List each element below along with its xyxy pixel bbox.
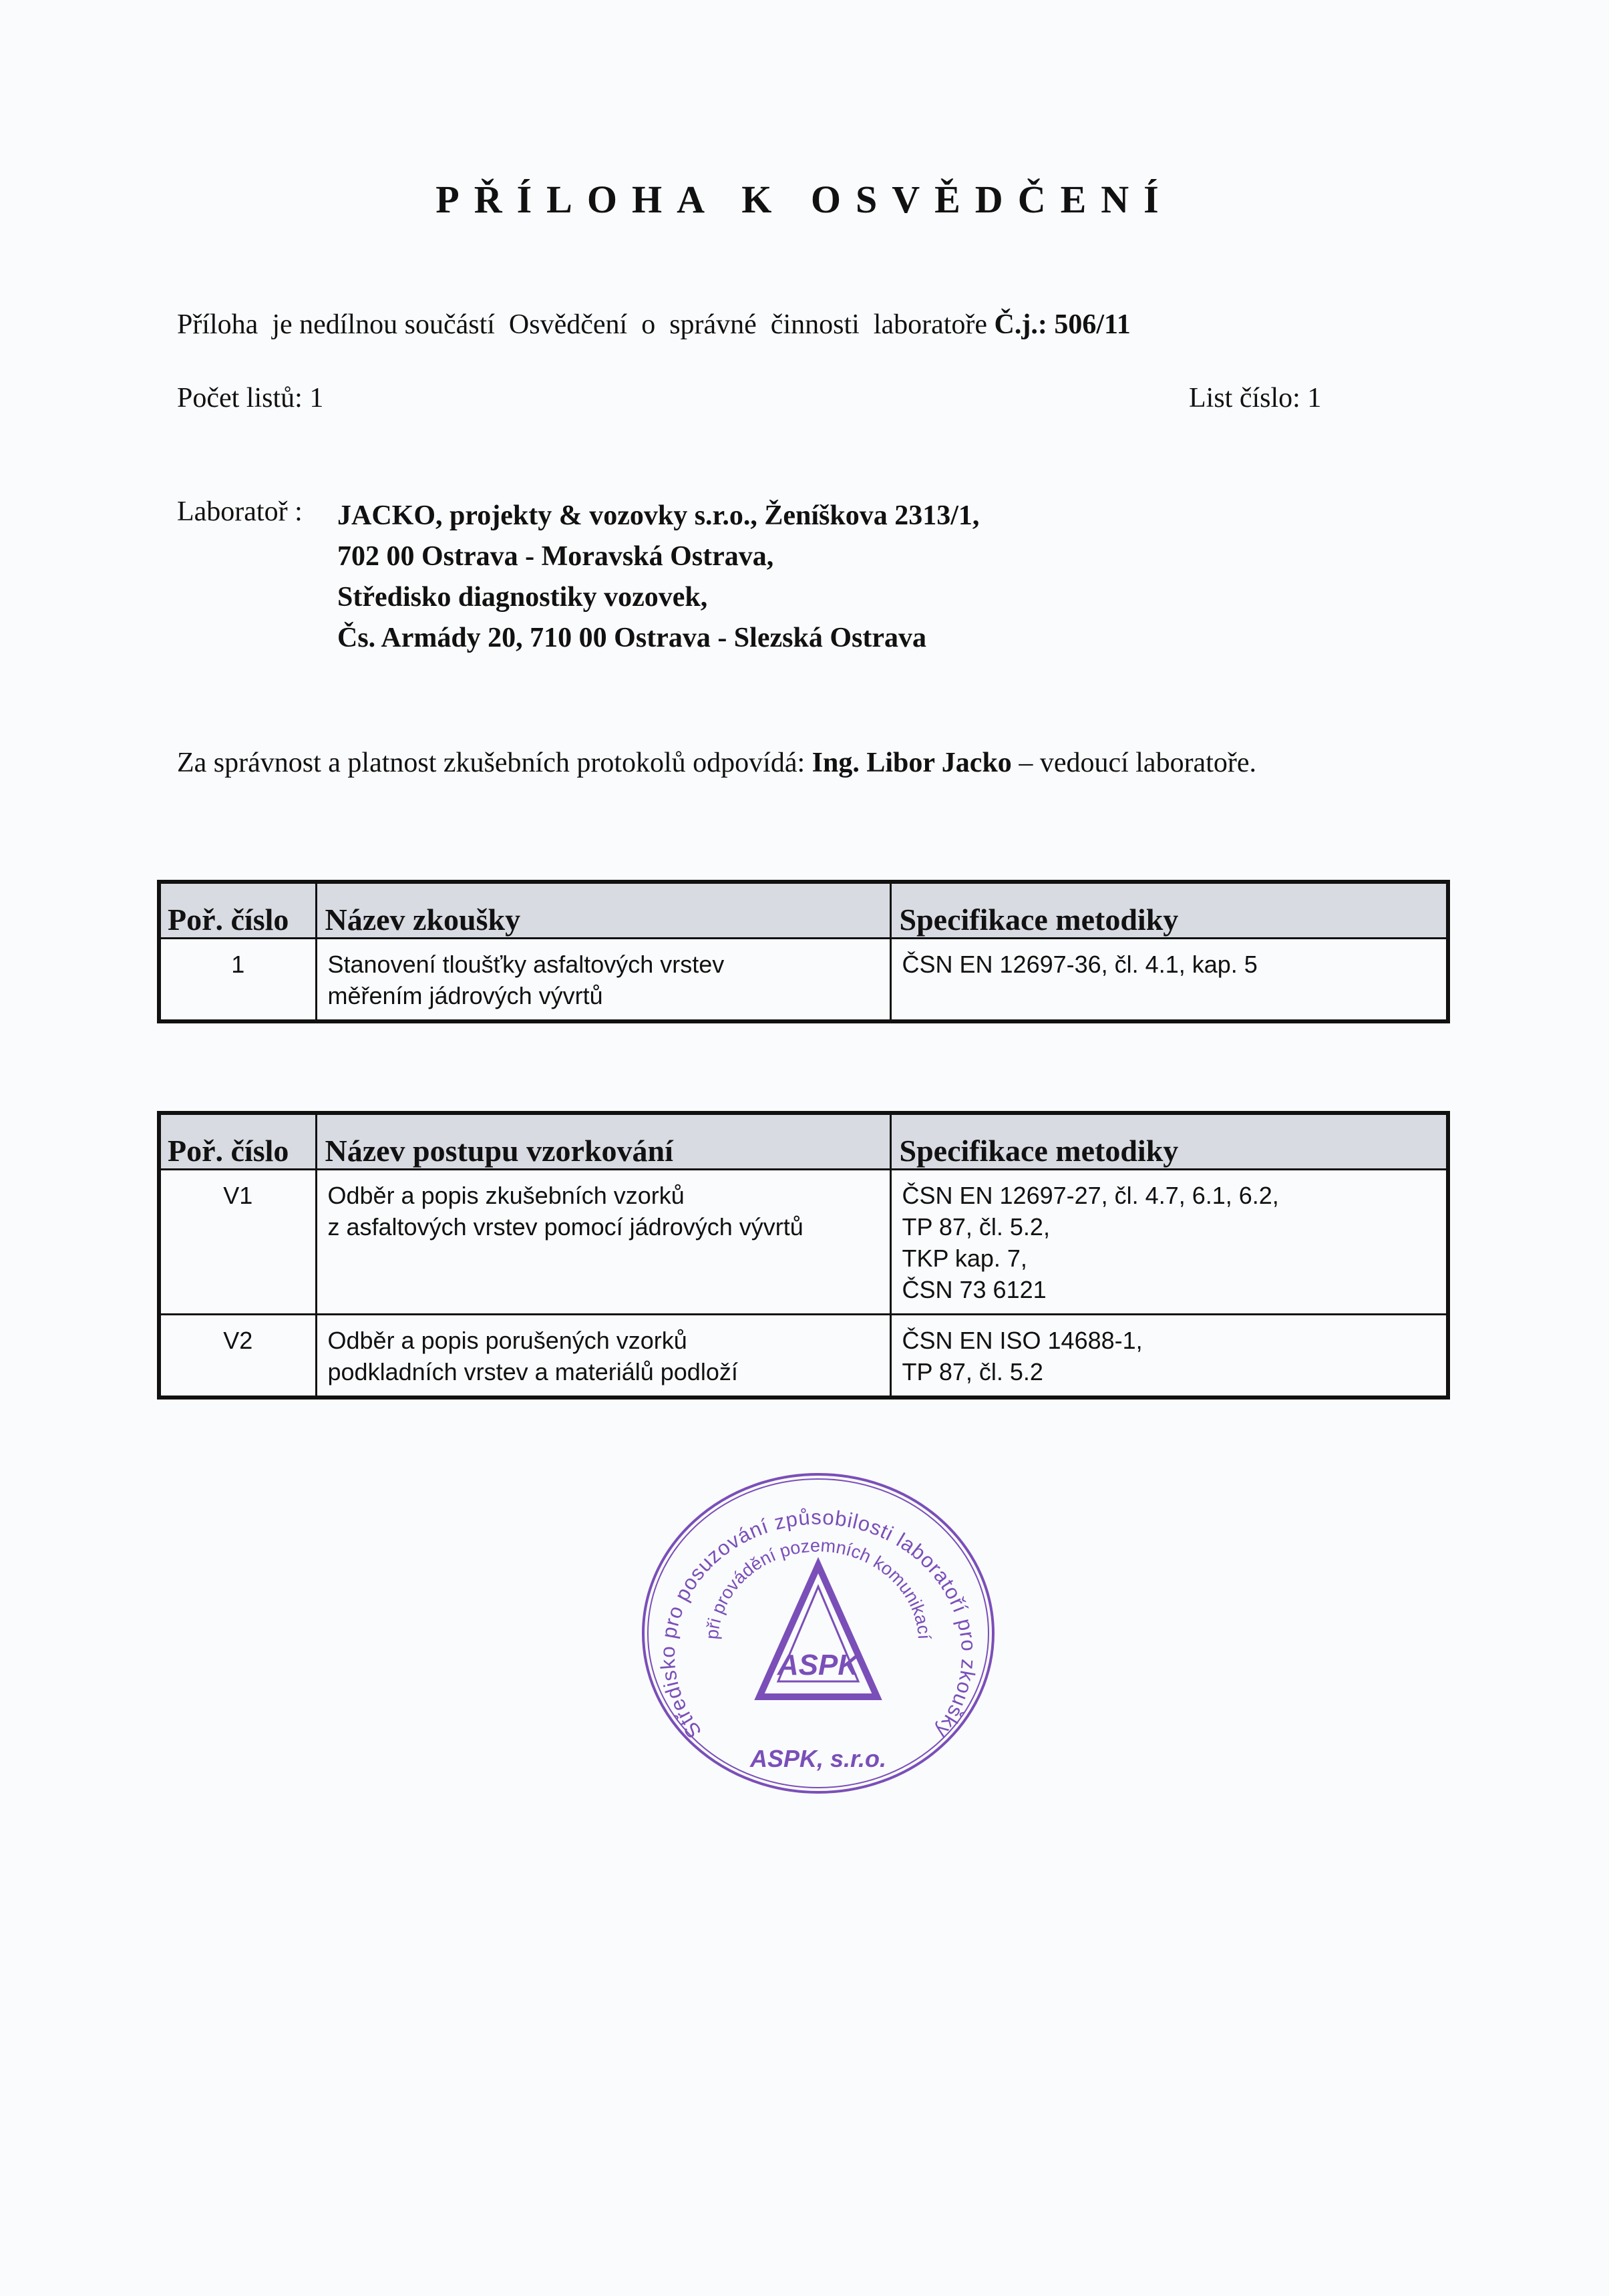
method-spec-line: TP 87, čl. 5.2, [902,1213,1050,1241]
aspk-stamp [638,1466,999,1800]
header-order-number: Poř. číslo [159,882,316,939]
responsibility-line [177,747,1256,779]
row-number: V2 [159,1315,316,1398]
sheet-count-value: 1 [309,383,324,414]
sampling-name-line: z asfaltových vrstev pomocí jádrových vývrtů [327,1213,803,1241]
stamp-inner-text: při provádění pozemních komunikací [701,1535,934,1641]
method-spec-line: ČSN EN ISO 14688-1, [902,1327,1143,1354]
table-header-row [159,1113,1448,1170]
method-spec-line: TP 87, čl. 5.2 [902,1358,1043,1385]
header-method-spec: Specifikace metodiky [890,882,1448,939]
sheet-number [1189,382,1321,414]
header-sampling-name: Název postupu vzorkování [316,1113,890,1170]
responsible-person: Ing. Libor Jacko [812,748,1012,778]
sampling-name-cell [316,1315,890,1398]
method-spec-line: TKP kap. 7, [902,1245,1027,1272]
sampling-name-line: Odběr a popis porušených vzorků [327,1327,687,1354]
method-spec-cell [890,939,1448,1022]
method-spec-line: ČSN EN 12697-27, čl. 4.7, 6.1, 6.2, [902,1182,1279,1209]
row-number: 1 [159,939,316,1022]
sheet-number-value: 1 [1307,383,1322,414]
row-number: V1 [159,1170,316,1315]
method-spec-line: ČSN EN 12697-36, čl. 4.1, kap. 5 [902,951,1258,978]
laboratory-line: 702 00 Ostrava - Moravská Ostrava, [337,541,774,572]
page-title: PŘÍLOHA K OSVĚDČENÍ [435,178,1174,221]
laboratory-address [337,496,979,659]
sampling-name-line: podkladních vrstev a materiálů podloží [327,1358,738,1385]
table-header-row [159,882,1448,939]
laboratory-line: JACKO, projekty & vozovky s.r.o., Ženíškova 2313/1, [337,500,980,531]
method-spec-cell [890,1170,1448,1315]
reference-number: 506/11 [1054,309,1131,340]
stamp-outer-text: Středisko pro posuzování způsobilosti laboratoří pro zkoušky [655,1505,981,1743]
header-test-name: Název zkoušky [316,882,890,939]
stamp-company-name: ASPK, s.r.o. [749,1745,887,1772]
header-method-spec: Specifikace metodiky [890,1113,1448,1170]
test-name-line: Stanovení tloušťky asfaltových vrstev [327,951,725,978]
sampling-name-cell [316,1170,890,1315]
laboratory-line: Čs. Armády 20, 710 00 Ostrava - Slezská Ostrava [337,623,926,653]
table-row [159,939,1448,1022]
method-spec-cell [890,1315,1448,1398]
header-order-number: Poř. číslo [159,1113,316,1170]
sampling-name-line: Odběr a popis zkušebních vzorků [327,1182,685,1209]
laboratory-line: Středisko diagnostiky vozovek, [337,582,708,613]
sampling-table [157,1111,1450,1400]
laboratory-label: Laboratoř : [177,496,303,527]
responsibility-text: Za správnost a platnost zkušebních protokolů odpovídá: [177,748,806,778]
method-spec-line: ČSN 73 6121 [902,1276,1047,1303]
test-name-line: měřením jádrových vývrtů [327,982,603,1009]
tests-table [157,880,1450,1023]
table-row [159,1170,1448,1315]
sheet-count [177,382,323,414]
responsible-role: – vedoucí laboratoře. [1019,748,1256,778]
sheet-count-label: Počet listů: [177,383,303,414]
table-row [159,1315,1448,1398]
reference-label: Č.j.: [994,309,1047,340]
intro-line [177,309,1131,341]
intro-text: Příloha je nedílnou součástí Osvědčení o správné činnosti laboratoře [177,309,988,340]
stamp-logo-text: ASPK [777,1649,860,1681]
sheet-number-label: List číslo: [1189,383,1300,414]
test-name-cell [316,939,890,1022]
